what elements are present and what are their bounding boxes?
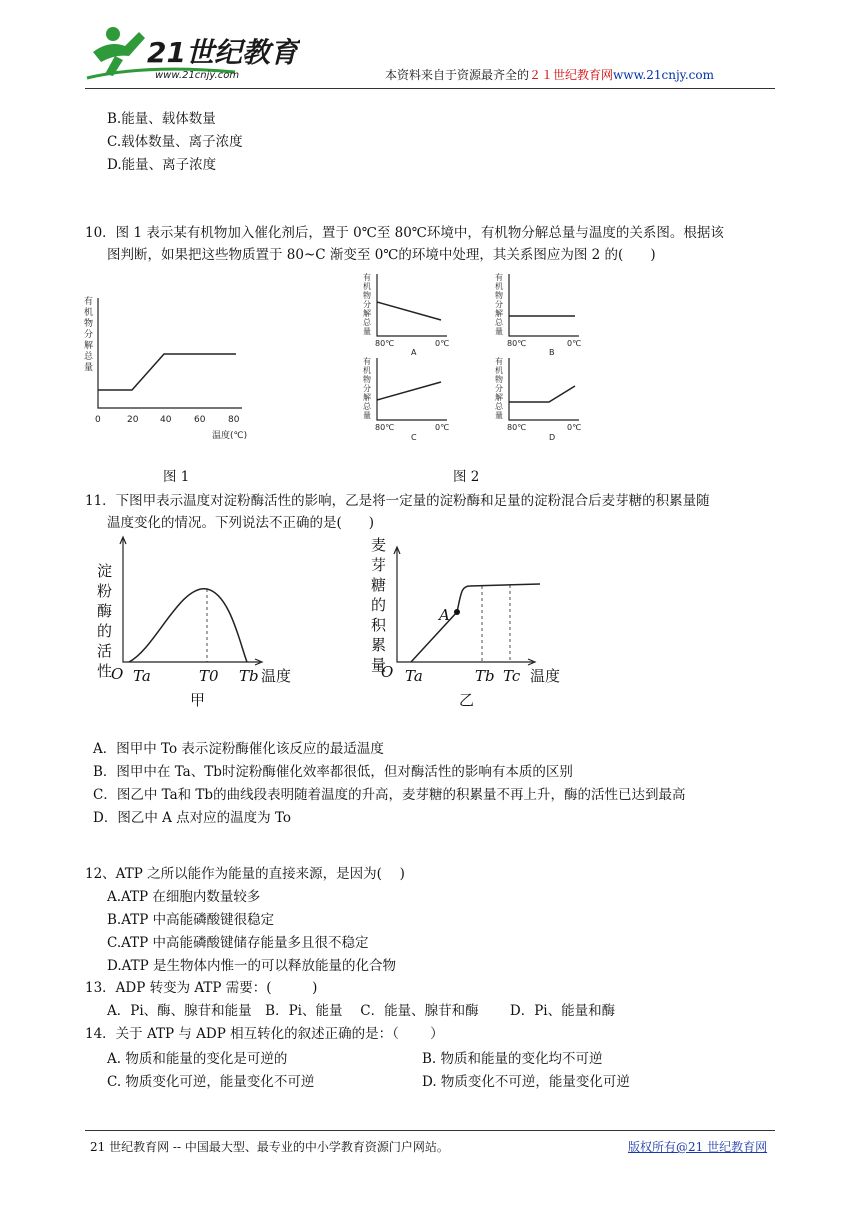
q11-option-c: C．图乙中 Ta和 Tb的曲线段表明随着温度的升高，麦芽糖的积累量不再上升，酶的活性已达到最高	[93, 787, 686, 803]
yi-ylabel	[371, 536, 387, 674]
panel-x-right: 0℃	[567, 423, 582, 432]
jia-tick-ta: Ta	[133, 667, 151, 685]
panel-curve	[377, 302, 441, 320]
panel-ylabel-char: 解	[495, 393, 503, 402]
yi-origin: O	[381, 663, 394, 681]
fig1-axes	[98, 298, 242, 408]
q12-option-d: D.ATP 是生物体内惟一的可以释放能量的化合物	[107, 958, 397, 974]
logo-url: www.21cnjy.com	[155, 70, 240, 81]
yi-tick-ta: Ta	[405, 667, 423, 685]
q12-option-b: B.ATP 中高能磷酸键很稳定	[107, 912, 275, 928]
fig1-ylabel-char: 量	[84, 363, 94, 373]
q10-figure-2	[355, 266, 605, 441]
panel-x-left: 80℃	[375, 339, 395, 348]
panel-ylabel-char: 有	[363, 357, 371, 366]
panel-label: A	[411, 348, 417, 357]
panel-axes	[509, 358, 579, 420]
panel-ylabel-char: 量	[495, 411, 503, 420]
panel-ylabel-char: 有	[495, 273, 503, 282]
panel-ylabel-char: 分	[363, 384, 371, 393]
q11-option-b: B．图甲中在 Ta、Tb时淀粉酶催化效率都很低，但对酶活性的影响有本质的区别	[93, 764, 573, 780]
jia-xlabel: 温度	[261, 667, 292, 685]
q11-stem-line2: 温度变化的情况。下列说法不正确的是( )	[107, 515, 375, 531]
q13-stem: 13．ADP 转变为 ATP 需要：( )	[85, 980, 318, 996]
yi-tick-tb: Tb	[475, 667, 495, 685]
footer-text: 21 世纪教育网 -- 中国最大型、最专业的中小学教育资源门户网站。	[90, 1140, 449, 1154]
q12-option-a: A.ATP 在细胞内数量较多	[107, 889, 261, 905]
q9-option-d: D.能量、离子浓度	[107, 157, 217, 173]
panel-ylabel-char: 量	[363, 411, 371, 420]
panel-ylabel-char: 物	[363, 375, 371, 384]
panel-x-left: 80℃	[507, 339, 527, 348]
panel-ylabel-char: 机	[363, 366, 371, 375]
panel-ylabel-char: 分	[495, 384, 503, 393]
yi-ylabel-char: 的	[371, 596, 387, 614]
jia-ylabel-char: 活	[97, 642, 113, 660]
q11-stem-line1: 11．下图甲表示温度对淀粉酶活性的影响，乙是将一定量的淀粉酶和足量的淀粉混合后麦芽糖的积累量随	[85, 493, 710, 509]
header-brand: ２１世纪教育网	[529, 68, 614, 82]
panel-ylabel-char: 量	[495, 327, 503, 336]
fig1-xtick: 40	[160, 415, 172, 425]
panel-label: C	[411, 433, 417, 441]
q12-option-c: C.ATP 中高能磷酸键储存能量多且很不稳定	[107, 935, 369, 951]
q13-options: A．Pi、酶、腺苷和能量 B．Pi、能量 C．能量、腺苷和酶 D．Pi、能量和酶	[107, 1003, 616, 1019]
fig1-ylabel-char: 物	[84, 319, 94, 329]
fig2-caption: 图 2	[453, 469, 480, 485]
yi-ylabel-char: 积	[371, 616, 387, 634]
jia-axes	[123, 538, 260, 662]
jia-origin: O	[111, 665, 124, 683]
panel-ylabel-char: 机	[495, 282, 503, 291]
jia-ylabel-char: 淀	[97, 562, 113, 580]
q14-option-a: A. 物质和能量的变化是可逆的	[107, 1051, 288, 1067]
header-link[interactable]: www.21cnjy.com	[613, 68, 714, 82]
yi-ylabel-char: 芽	[371, 556, 387, 574]
panel-x-right: 0℃	[567, 339, 582, 348]
fig1-xtick: 60	[194, 415, 206, 425]
panel-curve	[509, 386, 575, 402]
q10-stem-line1: 10．图 1 表示某有机物加入催化剂后，置于 0℃至 80℃环境中，有机物分解总量与温度的关系图。根据该	[85, 225, 724, 241]
panel-ylabel-char: 解	[363, 309, 371, 318]
jia-ylabel-char: 的	[97, 622, 113, 640]
q14-option-c: C. 物质变化可逆，能量变化不可逆	[107, 1074, 315, 1090]
header-source	[385, 66, 714, 83]
panel-ylabel-char: 物	[495, 291, 503, 300]
fig1-ylabel-char: 分	[84, 330, 94, 340]
panel-ylabel-char: 物	[495, 375, 503, 384]
yi-ylabel-char: 量	[371, 656, 387, 674]
q9-option-c: C.载体数量、离子浓度	[107, 134, 243, 150]
panel-x-left: 80℃	[375, 423, 395, 432]
panel-axes	[377, 358, 447, 420]
panel-ylabel-char: 总	[363, 402, 371, 411]
jia-ylabel	[97, 562, 112, 680]
panel-axes	[509, 274, 579, 336]
fig1-xtick: 80	[228, 415, 240, 425]
footer-divider	[85, 1130, 775, 1131]
panel-ylabel-char: 总	[363, 318, 371, 327]
fig1-xtick: 20	[127, 415, 139, 425]
panel-label: D	[549, 433, 556, 441]
yi-point-label: A	[439, 606, 450, 624]
fig1-ylabel-char: 总	[84, 352, 94, 362]
yi-ylabel-char: 麦	[371, 536, 387, 554]
yi-caption: 乙	[459, 691, 475, 709]
panel-label: B	[549, 348, 555, 357]
jia-ylabel-char: 酶	[97, 602, 113, 620]
q12-stem: 12、ATP 之所以能作为能量的直接来源，是因为( )	[85, 866, 405, 882]
panel-x-right: 0℃	[435, 339, 450, 348]
panel-ylabel-char: 机	[363, 282, 371, 291]
panel-ylabel-char: 总	[495, 318, 503, 327]
fig1-caption: 图 1	[163, 469, 190, 485]
q9-option-b: B.能量、载体数量	[107, 111, 216, 127]
fig1-ylabel-char: 机	[84, 308, 94, 318]
panel-ylabel-char: 解	[495, 309, 503, 318]
yi-point-a	[454, 609, 460, 615]
fig2-panel-b	[495, 272, 581, 357]
q10-figure-1	[80, 292, 260, 447]
jia-ylabel-char: 粉	[97, 582, 113, 600]
q14-option-b: B. 物质和能量的变化均不可逆	[422, 1051, 603, 1067]
fig1-ylabel	[84, 295, 94, 373]
q11-graph-yi	[365, 534, 595, 714]
yi-curve	[411, 584, 540, 662]
jia-caption: 甲	[190, 691, 206, 709]
yi-tick-tc: Tc	[503, 667, 521, 685]
logo-text: 21世纪教育	[147, 36, 298, 69]
fig1-ylabel-char: 解	[84, 341, 94, 351]
jia-ylabel-char: 性	[97, 662, 113, 680]
panel-ylabel-char: 分	[495, 300, 503, 309]
site-logo	[85, 18, 300, 86]
fig1-xlabel: 温度(℃)	[212, 431, 248, 441]
jia-tick-tb: Tb	[239, 667, 259, 685]
fig2-panel-c	[363, 356, 449, 441]
fig2-panel-a	[363, 272, 449, 357]
fig2-panel-d	[495, 356, 581, 441]
header-source-text: 本资料来自于资源最齐全的	[385, 68, 530, 82]
q14-option-d: D. 物质变化不可逆，能量变化可逆	[422, 1074, 630, 1090]
panel-x-left: 80℃	[507, 423, 527, 432]
q11-option-a: A．图甲中 To 表示淀粉酶催化该反应的最适温度	[93, 741, 384, 757]
panel-ylabel-char: 解	[363, 393, 371, 402]
footer-copyright-link[interactable]: 版权所有@21 世纪教育网	[628, 1140, 768, 1154]
q14-stem: 14．关于 ATP 与 ADP 相互转化的叙述正确的是：（ ）	[85, 1026, 444, 1042]
yi-axes	[397, 548, 533, 662]
panel-ylabel-char: 分	[363, 300, 371, 309]
panel-ylabel-char: 量	[363, 327, 371, 336]
panel-ylabel-char: 总	[495, 402, 503, 411]
panel-x-right: 0℃	[435, 423, 450, 432]
yi-xlabel: 温度	[530, 667, 561, 685]
panel-ylabel-char: 有	[363, 273, 371, 282]
panel-curve	[377, 382, 441, 400]
q10-stem-line2: 图判断，如果把这些物质置于 80~C 渐变至 0℃的环境中处理，其关系图应为图 2 的( )	[107, 247, 656, 263]
jia-tick-t0: T0	[199, 667, 219, 685]
yi-ylabel-char: 糖	[371, 576, 387, 594]
panel-ylabel-char: 物	[363, 291, 371, 300]
fig1-curve	[98, 354, 236, 390]
panel-ylabel-char: 有	[495, 357, 503, 366]
fig1-xtick: 0	[95, 415, 101, 425]
header-divider	[85, 88, 775, 89]
panel-ylabel-char: 机	[495, 366, 503, 375]
jia-curve	[129, 589, 247, 662]
q11-graph-jia	[95, 534, 315, 714]
fig1-ylabel-char: 有	[84, 297, 94, 307]
q11-option-d: D．图乙中 A 点对应的温度为 To	[93, 810, 292, 826]
yi-ylabel-char: 累	[371, 636, 387, 654]
